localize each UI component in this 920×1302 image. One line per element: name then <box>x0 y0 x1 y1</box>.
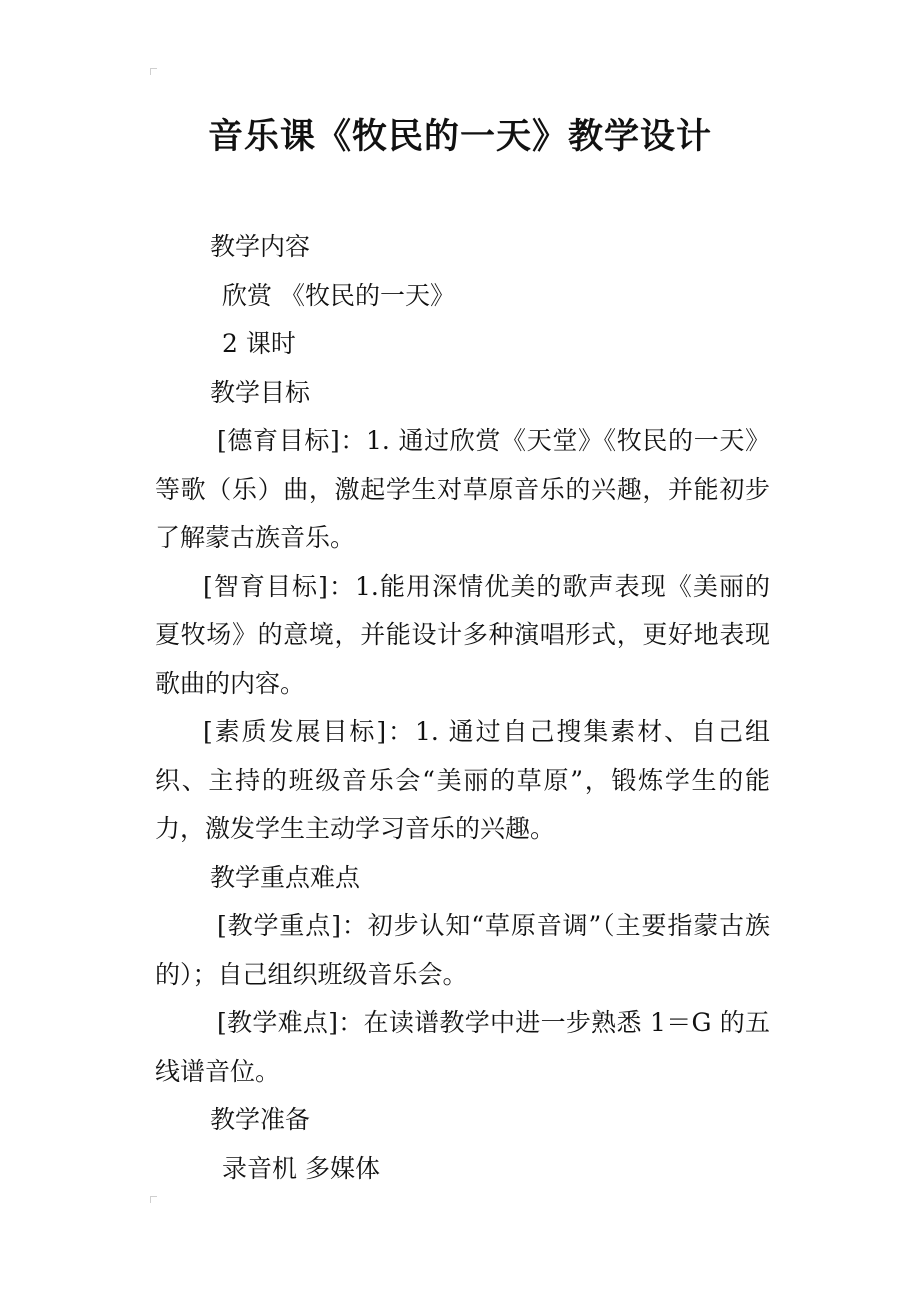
corner-mark-top <box>150 68 157 75</box>
goal-quality-paragraph: [素质发展目标]：1. 通过自己搜集素材、自己组织、主持的班级音乐会“美丽的草原”，锻炼学生的能力，激发学生主动学习音乐的兴趣。 <box>155 717 770 843</box>
key-point-paragraph: [教学重点]：初步认知“草原音调”（主要指蒙古族的）；自己组织班级音乐会。 <box>155 911 770 989</box>
content-line-appreciation: 欣赏 《牧民的一天》 <box>222 280 455 310</box>
goal-moral-paragraph: [德育目标]：1. 通过欣赏《天堂》《牧民的一天》等歌（乐）曲，激起学生对草原音乐的兴趣，并能初步了解蒙古族音乐。 <box>155 426 770 552</box>
section-heading-content: 教学内容 <box>210 232 311 261</box>
corner-mark-bottom <box>150 1196 157 1203</box>
section-heading-goals: 教学目标 <box>210 377 311 407</box>
section-heading-preparation: 教学准备 <box>210 1105 311 1134</box>
document-body <box>155 223 770 1193</box>
document-title: 音乐课《牧民的一天》教学设计 <box>207 117 712 157</box>
content-line-lessons: 2 课时 <box>222 329 296 358</box>
difficult-point-paragraph: [教学难点]：在读谱教学中进一步熟悉 1＝G 的五线谱音位。 <box>155 1008 770 1086</box>
preparation-items: 录音机 多媒体 <box>222 1153 380 1183</box>
goal-intellect-paragraph: [智育目标]：1.能用深情优美的歌声表现《美丽的夏牧场》的意境，并能设计多种演唱形式，更好地表现歌曲的内容。 <box>155 571 770 698</box>
section-heading-key-points: 教学重点难点 <box>210 862 361 892</box>
